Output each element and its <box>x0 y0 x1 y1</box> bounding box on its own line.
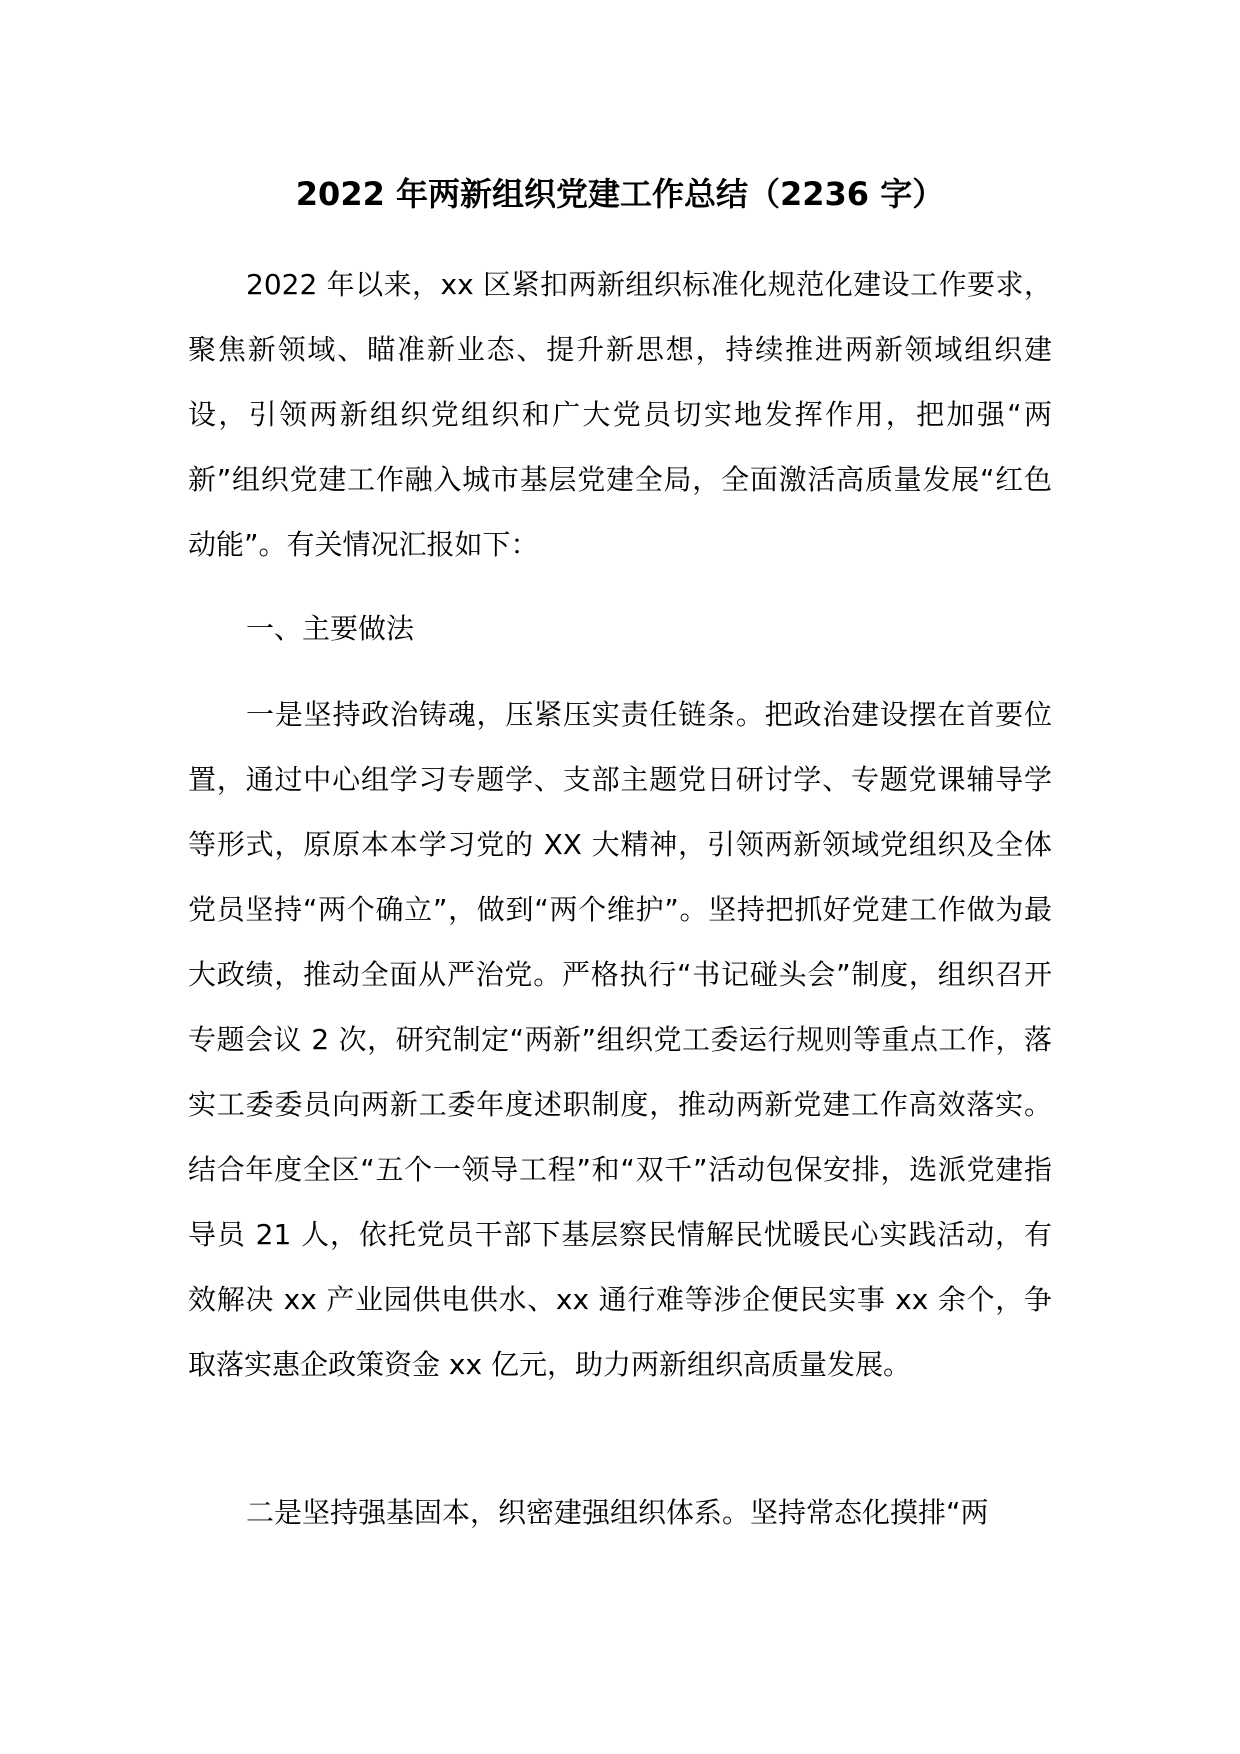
paragraph-organization-system: 二是坚持强基固本，织密建强组织体系。坚持常态化摸排“两 <box>246 1496 989 1529</box>
document-title: 2022 年两新组织党建工作总结（2236 字） <box>295 175 945 213</box>
section-heading-main-practices: 一、主要做法 <box>246 612 415 645</box>
paragraph-political-building: 一是坚持政治铸魂，压紧压实责任链条。把政治建设摆在首要位置，通过中心组学习专题学、支部主题党日研讨学、专题党课辅导学等形式，原原本本学习党的 XX 大精神，引领两新领域党组织及全体党员坚持“两个确立”，做到“两个维护”。坚持把抓好党建工作做为最大政绩，推动全面从严治党。严格执行“书记碰头会”制度，组织召开专题会议 2 次，研究制定“两新”组织党工委运行规则等重点工作，落实工委委员向两新工委年度述职制度，推动两新党建工作高效落实。结合年度全区“五个一领导工程”和“双千”活动包保安排，选派党建指导员 21 人，依托党员干部下基层察民情解民忧暖民心实践活动，有效解决 xx 产业园供电供水、xx 通行难等涉企便民实事 xx 余个，争取落实惠企政策资金 xx 亿元，助力两新组织高质量发展。 <box>188 698 1052 1381</box>
intro-paragraph: 2022 年以来，xx 区紧扣两新组织标准化规范化建设工作要求，聚焦新领域、瞄准新业态、提升新思想，持续推进两新领域组织建设，引领两新组织党组织和广大党员切实地发挥作用，把加强“两新”组织党建工作融入城市基层党建全局，全面激活高质量发展“红色动能”。有关情况汇报如下： <box>188 268 1052 561</box>
